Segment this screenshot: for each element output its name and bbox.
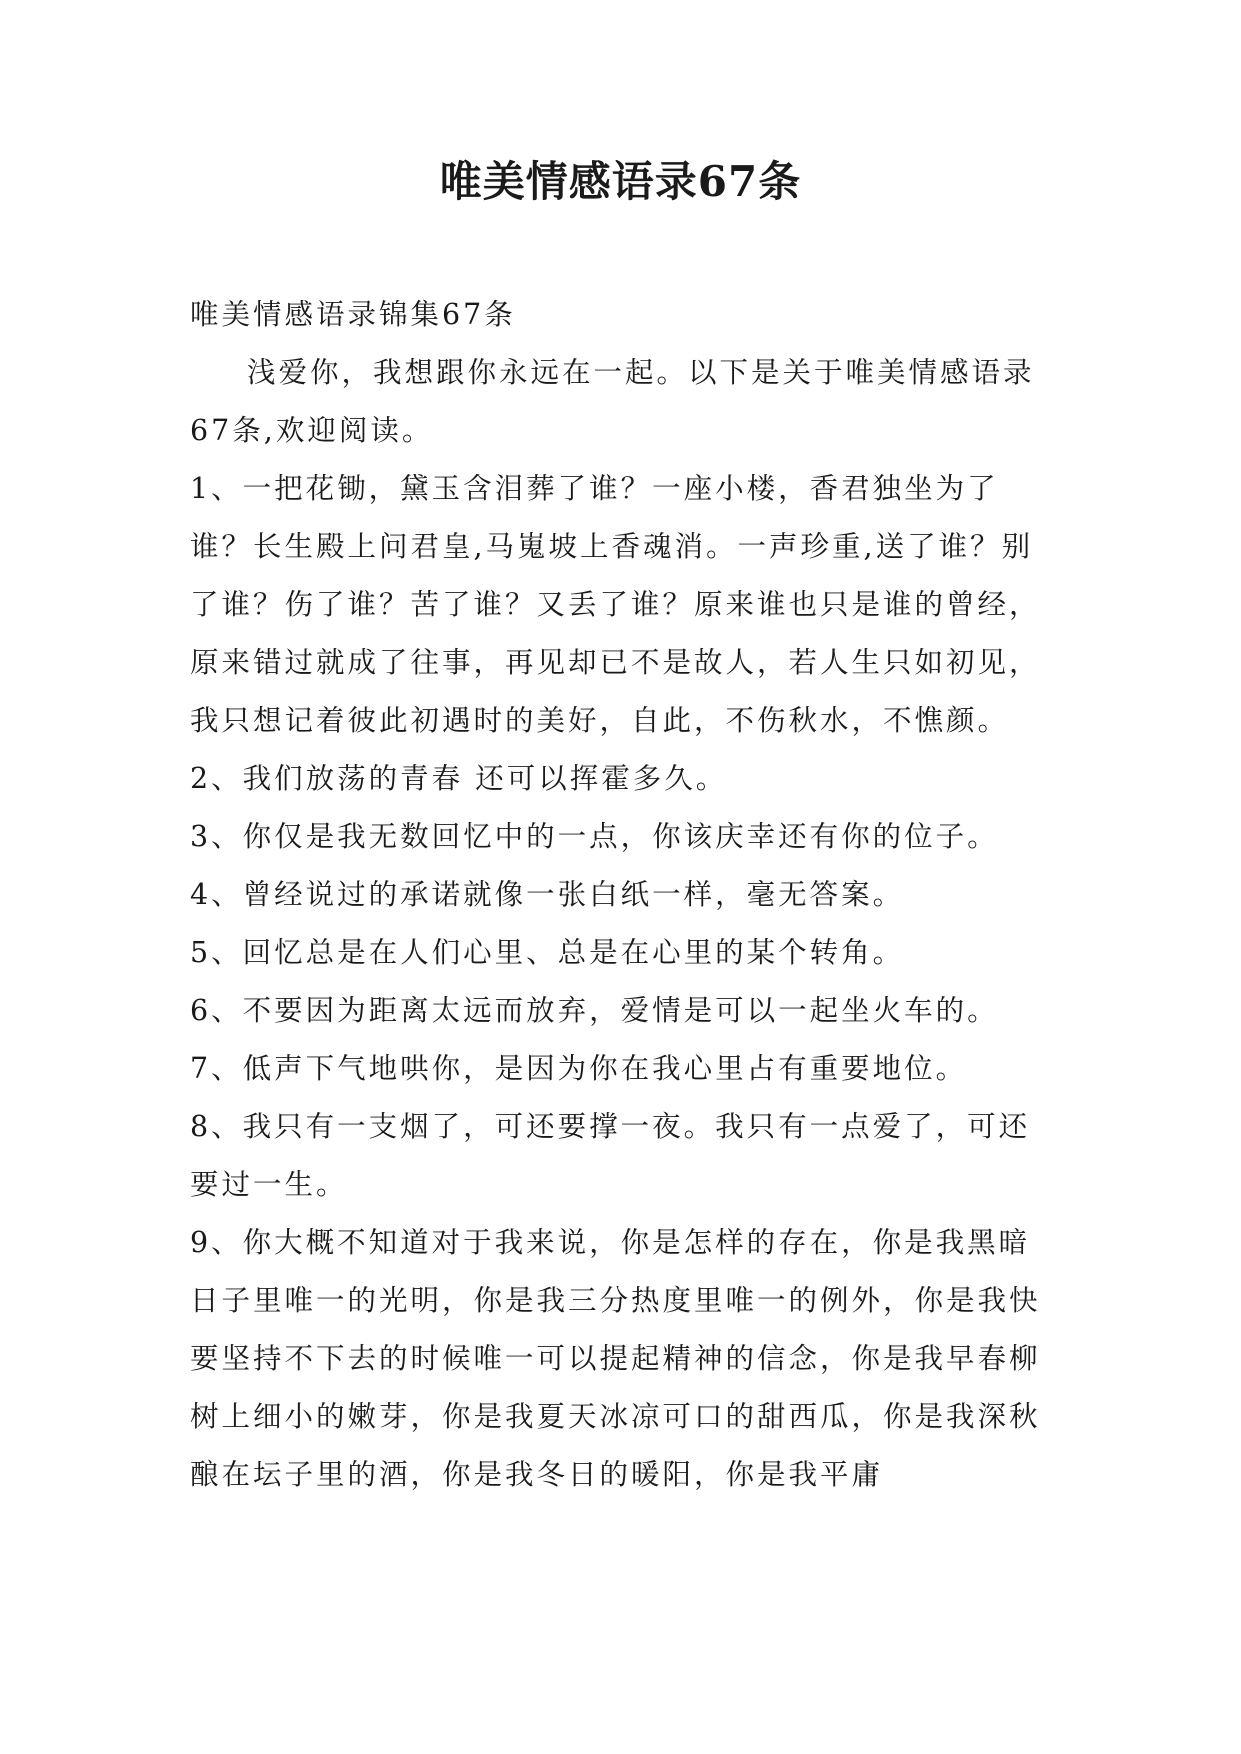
quote-item-9: 9、你大概不知道对于我来说，你是怎样的存在，你是我黑暗日子里唯一的光明，你是我三分热度里唯一的例外，你是我快要坚持不下去的时候唯一可以提起精神的信念，你是我早春柳树上细小的嫩芽，你是我夏天冰凉可口的甜西瓜，你是我深秋酿在坛子里的酒，你是我冬日的暖阳，你是我平庸 <box>190 1226 1041 1491</box>
intro-paragraph: 浅爱你，我想跟你永远在一起。以下是关于唯美情感语录67条,欢迎阅读。 <box>190 356 1035 447</box>
quote-item-6: 6、不要因为距离太远而放弃，爱情是可以一起坐火车的。 <box>190 994 999 1027</box>
quote-item-7: 7、低声下气地哄你，是因为你在我心里占有重要地位。 <box>190 1052 968 1085</box>
quote-item-4: 4、曾经说过的承诺就像一张白纸一样，毫无答案。 <box>190 878 905 911</box>
quote-item-1: 1、一把花锄，黛玉含泪葬了谁？一座小楼，香君独坐为了谁？长生殿上问君皇,马嵬坡上香魂消。一声珍重,送了谁？别了谁？伤了谁？苦了谁？又丢了谁？原来谁也只是谁的曾经，原来错过就成了往事，再见却已不是故人，若人生只如初见，我只想记着彼此初遇时的美好，自此，不伤秋水，不憔颜。 <box>190 472 1041 737</box>
document-title: 唯美情感语录67条 <box>439 157 802 206</box>
quote-item-3: 3、你仅是我无数回忆中的一点，你该庆幸还有你的位子。 <box>190 820 999 853</box>
quote-item-2: 2、我们放荡的青春 还可以挥霍多久。 <box>190 762 728 795</box>
quote-item-5: 5、回忆总是在人们心里、总是在心里的某个转角。 <box>190 936 905 969</box>
document-subtitle: 唯美情感语录锦集67条 <box>190 298 516 331</box>
quote-item-8: 8、我只有一支烟了，可还要撑一夜。我只有一点爱了，可还要过一生。 <box>190 1110 1031 1201</box>
document-body <box>190 286 1052 1504</box>
